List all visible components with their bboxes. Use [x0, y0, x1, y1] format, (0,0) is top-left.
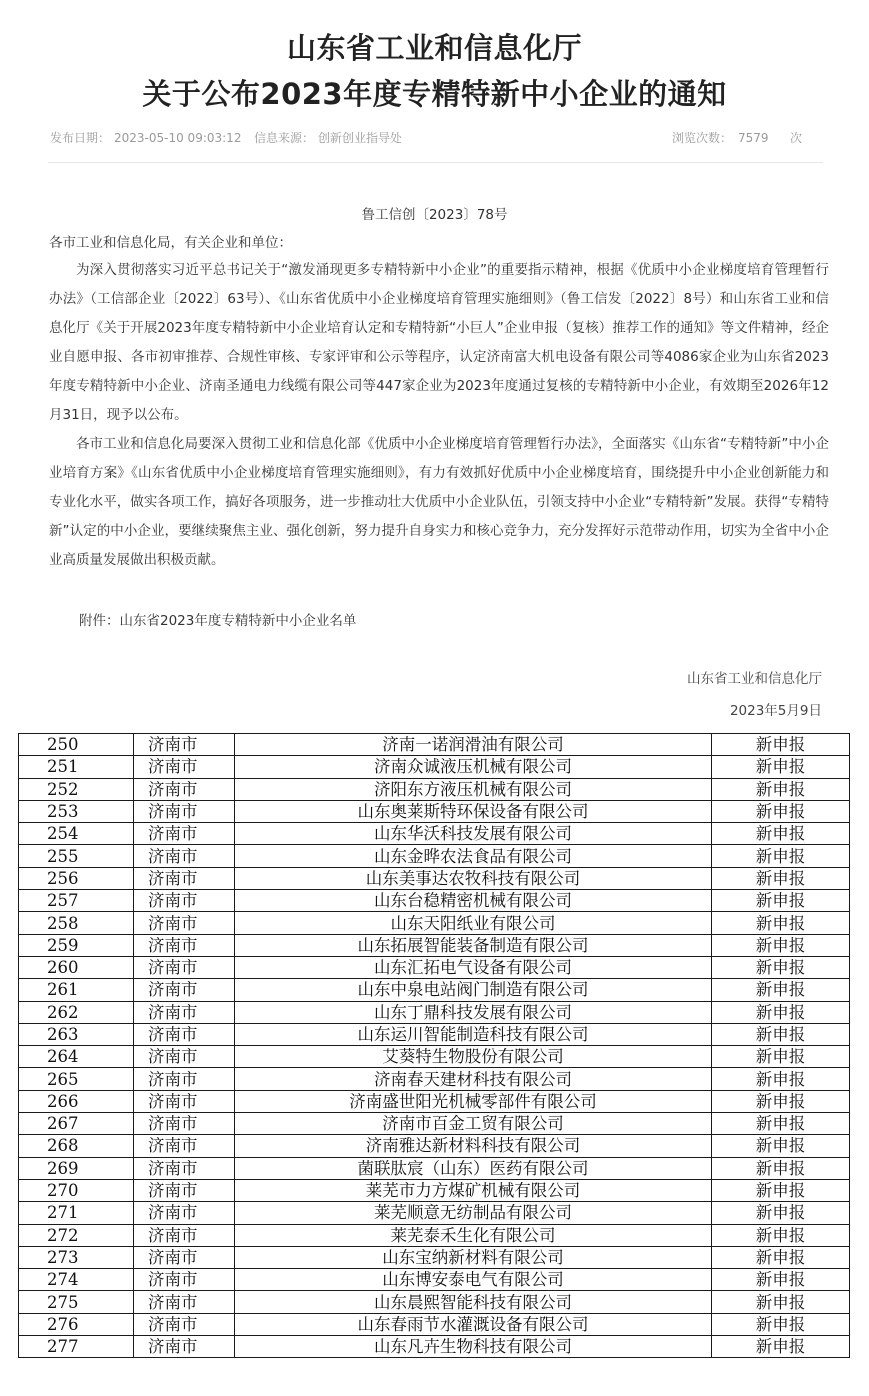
- row-number: 250: [19, 734, 134, 756]
- row-status: 新申报: [712, 800, 850, 822]
- table-row: [19, 1113, 850, 1135]
- row-number: 263: [19, 1023, 134, 1045]
- row-city: 济南市: [134, 845, 235, 867]
- table-row: [19, 823, 850, 845]
- row-company-name: 济南盛世阳光机械零部件有限公司: [235, 1090, 712, 1112]
- row-number: 253: [19, 800, 134, 822]
- table-row: [19, 1179, 850, 1201]
- row-city: 济南市: [134, 1001, 235, 1023]
- row-number: 258: [19, 912, 134, 934]
- row-city: 济南市: [134, 1313, 235, 1335]
- table-row: [19, 756, 850, 778]
- table-row: [19, 867, 850, 889]
- row-number: 264: [19, 1046, 134, 1068]
- row-status: 新申报: [712, 1023, 850, 1045]
- row-number: 254: [19, 823, 134, 845]
- row-number: 262: [19, 1001, 134, 1023]
- table-row: [19, 1224, 850, 1246]
- row-city: 济南市: [134, 1113, 235, 1135]
- row-number: 257: [19, 890, 134, 912]
- row-company-name: 菌联肽宸（山东）医药有限公司: [235, 1157, 712, 1179]
- table-row: [19, 1269, 850, 1291]
- row-company-name: 山东天阳纸业有限公司: [235, 912, 712, 934]
- row-status: 新申报: [712, 1202, 850, 1224]
- row-city: 济南市: [134, 1023, 235, 1045]
- table-row: [19, 1246, 850, 1268]
- document-number: 鲁工信创〔2023〕78号: [361, 207, 508, 223]
- row-city: 济南市: [134, 890, 235, 912]
- page-title-line2: 关于公布2023年度专精特新中小企业的通知: [142, 77, 727, 111]
- row-company-name: 山东奥莱斯特环保设备有限公司: [235, 800, 712, 822]
- row-status: 新申报: [712, 979, 850, 1001]
- row-status: 新申报: [712, 1001, 850, 1023]
- row-city: 济南市: [134, 1157, 235, 1179]
- signature-date: 2023年5月9日: [729, 703, 822, 719]
- row-company-name: 山东拓展智能装备制造有限公司: [235, 934, 712, 956]
- row-number: 274: [19, 1269, 134, 1291]
- table-row: [19, 934, 850, 956]
- salutation: 各市工业和信息化局，有关企业和单位：: [49, 235, 292, 251]
- row-company-name: 济南众诚液压机械有限公司: [235, 756, 712, 778]
- row-number: 252: [19, 778, 134, 800]
- row-status: 新申报: [712, 1246, 850, 1268]
- row-status: 新申报: [712, 934, 850, 956]
- table-row: [19, 1291, 850, 1313]
- row-company-name: 山东凡卉生物科技有限公司: [235, 1336, 712, 1358]
- publish-date-label: 发布日期：: [50, 131, 111, 145]
- row-company-name: 山东中泉电站阀门制造有限公司: [235, 979, 712, 1001]
- row-number: 261: [19, 979, 134, 1001]
- row-company-name: 莱芜泰禾生化有限公司: [235, 1224, 712, 1246]
- row-status: 新申报: [712, 1113, 850, 1135]
- row-number: 256: [19, 867, 134, 889]
- table-row: [19, 1023, 850, 1045]
- row-city: 济南市: [134, 1291, 235, 1313]
- row-company-name: 山东美事达农牧科技有限公司: [235, 867, 712, 889]
- row-city: 济南市: [134, 778, 235, 800]
- row-status: 新申报: [712, 1135, 850, 1157]
- table-row: [19, 778, 850, 800]
- table-row: [19, 1336, 850, 1358]
- row-city: 济南市: [134, 1135, 235, 1157]
- row-city: 济南市: [134, 1046, 235, 1068]
- row-status: 新申报: [712, 1313, 850, 1335]
- row-status: 新申报: [712, 912, 850, 934]
- row-number: 275: [19, 1291, 134, 1313]
- row-city: 济南市: [134, 800, 235, 822]
- row-city: 济南市: [134, 1336, 235, 1358]
- row-status: 新申报: [712, 1090, 850, 1112]
- row-city: 济南市: [134, 1179, 235, 1201]
- row-city: 济南市: [134, 1202, 235, 1224]
- table-row: [19, 1135, 850, 1157]
- row-city: 济南市: [134, 912, 235, 934]
- row-number: 277: [19, 1336, 134, 1358]
- row-city: 济南市: [134, 1090, 235, 1112]
- row-number: 269: [19, 1157, 134, 1179]
- table-row: [19, 1313, 850, 1335]
- row-status: 新申报: [712, 778, 850, 800]
- row-city: 济南市: [134, 979, 235, 1001]
- row-number: 271: [19, 1202, 134, 1224]
- row-city: 济南市: [134, 1224, 235, 1246]
- row-company-name: 济南雅达新材料科技有限公司: [235, 1135, 712, 1157]
- row-status: 新申报: [712, 1157, 850, 1179]
- row-company-name: 山东丁鼎科技发展有限公司: [235, 1001, 712, 1023]
- row-company-name: 济阳东方液压机械有限公司: [235, 778, 712, 800]
- source-value: 创新创业指导处: [318, 131, 403, 145]
- attachment-note: 附件：山东省2023年度专精特新中小企业名单: [79, 613, 357, 629]
- row-status: 新申报: [712, 1179, 850, 1201]
- row-city: 济南市: [134, 934, 235, 956]
- row-company-name: 济南一诺润滑油有限公司: [235, 734, 712, 756]
- row-city: 济南市: [134, 823, 235, 845]
- meta-divider: [48, 162, 823, 163]
- table-row: [19, 979, 850, 1001]
- row-status: 新申报: [712, 867, 850, 889]
- article-meta: [50, 129, 820, 147]
- source-label: 信息来源：: [254, 131, 315, 145]
- row-status: 新申报: [712, 823, 850, 845]
- row-number: 251: [19, 756, 134, 778]
- table-row: [19, 800, 850, 822]
- enterprise-list-table: [18, 733, 850, 1358]
- row-city: 济南市: [134, 734, 235, 756]
- row-status: 新申报: [712, 1291, 850, 1313]
- row-company-name: 山东华沃科技发展有限公司: [235, 823, 712, 845]
- row-number: 268: [19, 1135, 134, 1157]
- row-company-name: 莱芜市力方煤矿机械有限公司: [235, 1179, 712, 1201]
- row-status: 新申报: [712, 756, 850, 778]
- row-company-name: 济南春天建材科技有限公司: [235, 1068, 712, 1090]
- row-number: 259: [19, 934, 134, 956]
- table-row: [19, 1090, 850, 1112]
- row-number: 272: [19, 1224, 134, 1246]
- row-status: 新申报: [712, 1336, 850, 1358]
- page-title-line1: 山东省工业和信息化厅: [286, 31, 582, 65]
- row-status: 新申报: [712, 1046, 850, 1068]
- table-row: [19, 1001, 850, 1023]
- row-city: 济南市: [134, 956, 235, 978]
- row-company-name: 济南市百金工贸有限公司: [235, 1113, 712, 1135]
- row-company-name: 山东运川智能制造科技有限公司: [235, 1023, 712, 1045]
- row-status: 新申报: [712, 845, 850, 867]
- row-number: 260: [19, 956, 134, 978]
- row-city: 济南市: [134, 867, 235, 889]
- publish-date: 2023-05-10 09:03:12: [114, 131, 242, 145]
- row-company-name: 山东博安泰电气有限公司: [235, 1269, 712, 1291]
- row-city: 济南市: [134, 1068, 235, 1090]
- table-row: [19, 845, 850, 867]
- view-count-label: 浏览次数：: [672, 131, 733, 145]
- row-company-name: 山东宝纳新材料有限公司: [235, 1246, 712, 1268]
- table-row: [19, 956, 850, 978]
- body-paragraph-2: 各市工业和信息化局要深入贯彻工业和信息化部《优质中小企业梯度培育管理暂行办法》，全面落实《山东省“专精特新”中小企业培育方案》《山东省优质中小企业梯度培育管理实施细则》，有力有效抓好优质中小企业梯度培育，围绕提升中小企业创新能力和专业化水平，做实各项工作，搞好各项服务，进一步推动壮大优质中小企业队伍，引领支持中小企业“专精特新”发展。获得“专精特新”认定的中小企业，要继续聚焦主业、强化创新，努力提升自身实力和核心竞争力，充分发挥好示范带动作用，切实为全省中小企业高质量发展做出积极贡献。: [49, 436, 829, 568]
- row-city: 济南市: [134, 1269, 235, 1291]
- row-company-name: 山东汇拓电气设备有限公司: [235, 956, 712, 978]
- row-status: 新申报: [712, 956, 850, 978]
- row-city: 济南市: [134, 756, 235, 778]
- row-city: 济南市: [134, 1246, 235, 1268]
- view-count: 7579: [738, 131, 769, 145]
- signature-organization: 山东省工业和信息化厅: [687, 671, 822, 687]
- row-number: 276: [19, 1313, 134, 1335]
- row-company-name: 山东金晔农法食品有限公司: [235, 845, 712, 867]
- row-number: 266: [19, 1090, 134, 1112]
- row-status: 新申报: [712, 1068, 850, 1090]
- table-row: [19, 912, 850, 934]
- view-count-unit: 次: [790, 131, 803, 145]
- table-row: [19, 1157, 850, 1179]
- table-row: [19, 1202, 850, 1224]
- table-row: [19, 1046, 850, 1068]
- row-number: 267: [19, 1113, 134, 1135]
- row-number: 273: [19, 1246, 134, 1268]
- row-company-name: 山东台稳精密机械有限公司: [235, 890, 712, 912]
- row-status: 新申报: [712, 734, 850, 756]
- body-paragraph-1: 为深入贯彻落实习近平总书记关于“激发涌现更多专精特新中小企业”的重要指示精神，根据《优质中小企业梯度培育管理暂行办法》（工信部企业〔2022〕63号）、《山东省优质中小企业梯度培育管理实施细则》（鲁工信发〔2022〕8号）和山东省工业和信息化厅《关于开展2023年度专精特新中小企业培育认定和专精特新“小巨人”企业申报（复核）推荐工作的通知》等文件精神，经企业自愿申报、各市初审推荐、合规性审核、专家评审和公示等程序，认定济南富大机电设备有限公司等4086家企业为山东省2023年度专精特新中小企业、济南圣通电力线缆有限公司等447家企业为2023年度通过复核的专精特新中小企业，有效期至2026年12月31日，现予以公布。: [49, 262, 829, 423]
- row-number: 255: [19, 845, 134, 867]
- row-number: 265: [19, 1068, 134, 1090]
- row-status: 新申报: [712, 890, 850, 912]
- table-row: [19, 890, 850, 912]
- row-status: 新申报: [712, 1224, 850, 1246]
- table-row: [19, 734, 850, 756]
- row-status: 新申报: [712, 1269, 850, 1291]
- row-company-name: 山东春雨节水灌溉设备有限公司: [235, 1313, 712, 1335]
- row-company-name: 艾葵特生物股份有限公司: [235, 1046, 712, 1068]
- row-company-name: 山东晨熙智能科技有限公司: [235, 1291, 712, 1313]
- row-number: 270: [19, 1179, 134, 1201]
- row-company-name: 莱芜顺意无纺制品有限公司: [235, 1202, 712, 1224]
- table-row: [19, 1068, 850, 1090]
